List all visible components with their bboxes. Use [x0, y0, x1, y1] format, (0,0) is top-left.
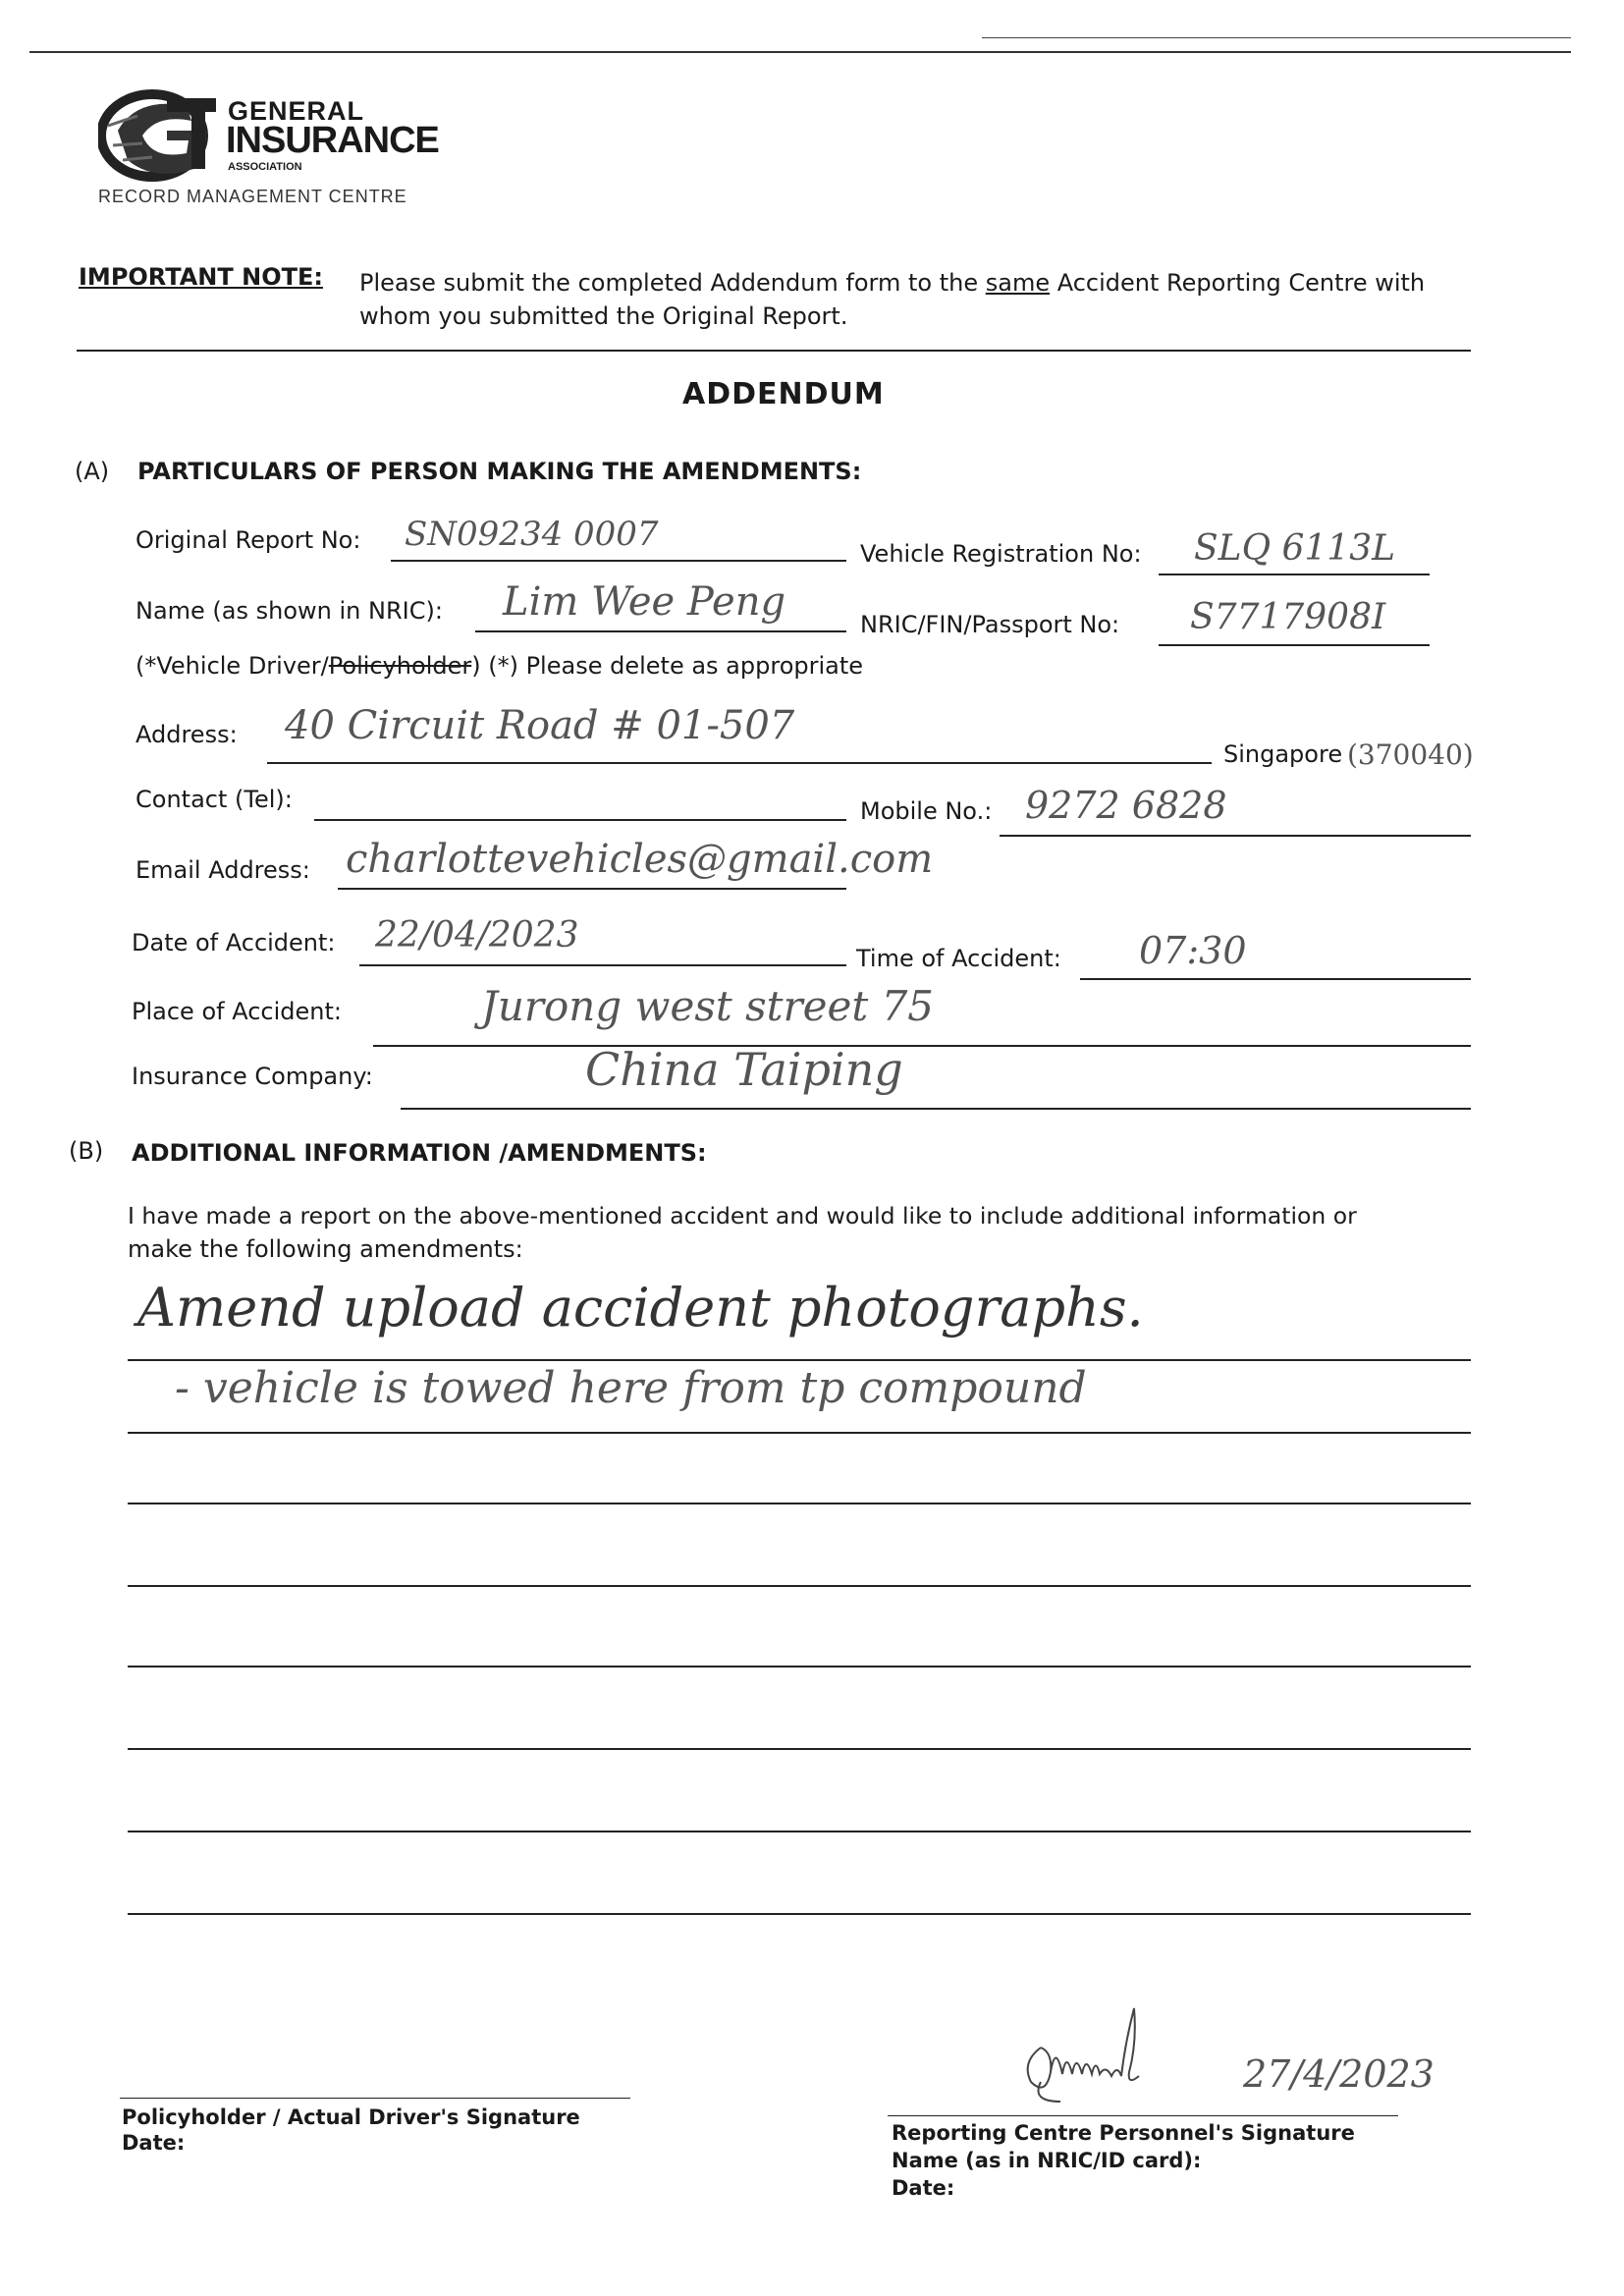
section-a-marker: (A) — [75, 458, 110, 485]
ruled-line — [128, 1748, 1471, 1750]
email-value: charlottevehicles@gmail.com — [346, 837, 934, 882]
role-struck: Policyholder — [328, 652, 472, 680]
logo-centre: RECORD MANAGEMENT CENTRE — [98, 187, 407, 206]
section-b-intro-line2: make the following amendments: — [128, 1235, 523, 1263]
date-of-accident-field[interactable] — [359, 964, 846, 966]
mobile-field[interactable] — [1000, 835, 1471, 837]
time-of-accident-value: 07:30 — [1139, 929, 1247, 972]
original-report-label: Original Report No: — [135, 526, 361, 554]
address-label: Address: — [135, 721, 238, 748]
logo-line-insurance: INSURANCE — [226, 120, 439, 161]
vehicle-reg-label: Vehicle Registration No: — [860, 540, 1142, 568]
section-b-heading: ADDITIONAL INFORMATION /AMENDMENTS: — [132, 1139, 707, 1167]
important-note-label: IMPORTANT NOTE: — [79, 263, 323, 291]
ruled-line — [128, 1359, 1471, 1361]
vehicle-reg-value: SLQ 6113L — [1194, 528, 1396, 569]
personnel-name-label: Name (as in NRIC/ID card): — [892, 2149, 1202, 2172]
role-suffix: ) (*) Please delete as appropriate — [471, 652, 864, 680]
time-of-accident-label: Time of Accident: — [856, 945, 1061, 972]
gia-logo-icon — [98, 86, 224, 185]
important-note-text — [359, 269, 1425, 297]
mobile-value: 9272 6828 — [1025, 784, 1227, 827]
section-a-heading: PARTICULARS OF PERSON MAKING THE AMENDMENTS: — [137, 458, 862, 485]
contact-field[interactable] — [314, 819, 846, 821]
insurance-company-field[interactable] — [401, 1108, 1471, 1110]
personnel-signature — [1001, 2003, 1198, 2111]
personnel-signature-label: Reporting Centre Personnel's Signature — [892, 2121, 1355, 2145]
personnel-signature-line[interactable] — [888, 2115, 1398, 2116]
policyholder-date-label: Date: — [122, 2131, 186, 2155]
insurance-company-value: China Taiping — [585, 1043, 903, 1096]
scan-top-edge — [29, 51, 1571, 53]
contact-label: Contact (Tel): — [135, 786, 293, 813]
logo-line-association: ASSOCIATION — [228, 161, 302, 173]
name-label: Name (as shown in NRIC): — [135, 597, 443, 625]
place-of-accident-field[interactable] — [373, 1045, 1471, 1047]
ruled-line — [128, 1432, 1471, 1434]
address-field[interactable] — [267, 762, 1212, 764]
role-prefix: (*Vehicle Driver/ — [135, 652, 329, 680]
name-field[interactable] — [475, 630, 846, 632]
place-of-accident-label: Place of Accident: — [132, 998, 342, 1025]
nric-value: S7717908I — [1190, 597, 1386, 637]
date-of-accident-value: 22/04/2023 — [375, 915, 579, 956]
logo-line-general: GENERAL — [228, 96, 365, 126]
amendment-line-2: - vehicle is towed here from tp compound — [175, 1363, 1087, 1413]
amendment-line-1: Amend upload accident photographs. — [137, 1277, 1144, 1339]
original-report-value: SN09234 0007 — [405, 515, 659, 554]
address-country: Singapore — [1223, 740, 1343, 768]
note-text-before: Please submit the completed Addendum form to the — [359, 269, 986, 297]
name-value: Lim Wee Peng — [503, 579, 786, 625]
page-title: ADDENDUM — [682, 377, 885, 411]
personnel-date-written: 27/4/2023 — [1243, 2052, 1435, 2096]
nric-label: NRIC/FIN/Passport No: — [860, 611, 1120, 638]
ruled-line — [128, 1585, 1471, 1587]
policyholder-signature-line[interactable] — [120, 2098, 630, 2099]
time-of-accident-field[interactable] — [1080, 978, 1471, 980]
section-b-intro-line1: I have made a report on the above-mentioned accident and would like to include additional information or — [128, 1202, 1357, 1230]
place-of-accident-value: Jurong west street 75 — [481, 982, 935, 1030]
ruled-line — [128, 1503, 1471, 1504]
ruled-line — [128, 1831, 1471, 1832]
note-divider — [77, 350, 1471, 352]
email-field[interactable] — [338, 888, 846, 890]
vehicle-reg-field[interactable] — [1159, 574, 1430, 575]
original-report-field[interactable] — [391, 560, 846, 562]
scan-top-edge-2 — [982, 37, 1571, 38]
note-text-after: Accident Reporting Centre with — [1050, 269, 1426, 297]
note-text-underlined: same — [985, 269, 1051, 297]
address-value: 40 Circuit Road # 01-507 — [285, 703, 795, 748]
mobile-label: Mobile No.: — [860, 797, 993, 825]
nric-field[interactable] — [1159, 644, 1430, 646]
ruled-line — [128, 1666, 1471, 1667]
policyholder-signature-label: Policyholder / Actual Driver's Signature — [122, 2105, 580, 2129]
role-line — [135, 652, 863, 680]
gia-logo — [98, 86, 439, 214]
date-of-accident-label: Date of Accident: — [132, 929, 336, 957]
ruled-line — [128, 1913, 1471, 1915]
address-postal: (370040) — [1347, 738, 1474, 771]
insurance-company-label: Insurance Company: — [132, 1063, 373, 1090]
important-note-line2: whom you submitted the Original Report. — [359, 302, 848, 330]
section-b-marker: (B) — [69, 1137, 104, 1165]
personnel-date-label: Date: — [892, 2176, 955, 2200]
email-label: Email Address: — [135, 856, 310, 884]
